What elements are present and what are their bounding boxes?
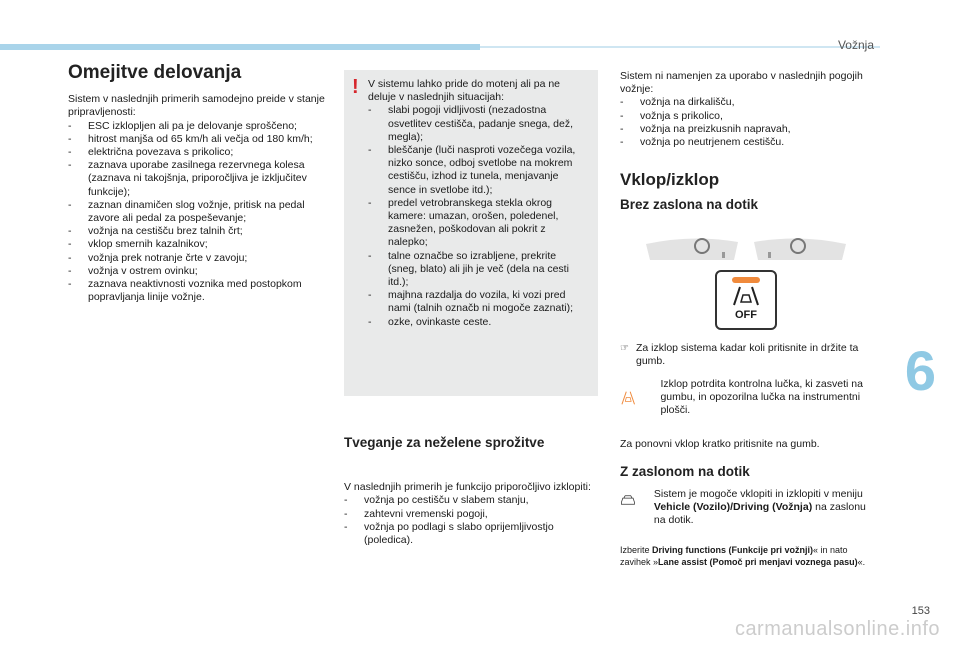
list-item: - vožnja po neutrjenem cestišču. (620, 136, 872, 149)
touchscreen-text (654, 488, 872, 528)
lane-assist-off-button[interactable] (715, 270, 777, 330)
warning-icon: ! (352, 76, 359, 98)
touchscreen-row (620, 488, 872, 528)
note-pre: Izberite (620, 544, 653, 555)
list-item: - vklop smernih kazalnikov; (68, 238, 328, 251)
column-limitations (68, 60, 328, 304)
button-off-label: OFF (735, 309, 757, 322)
list-item: - hitrost manjša od 65 km/h ali večja od 180 km/h; (68, 133, 328, 146)
button-led-icon (732, 277, 760, 283)
note-driving-functions: Driving functions (Funkcije pri vožnji) (652, 544, 814, 555)
note-lane-assist: Lane assist (Pomoč pri menjavi voznega pasu) (658, 556, 858, 567)
list-item: - ESC izklopljen ali pa je delovanje sproščeno; (68, 120, 328, 133)
steering-wheel-left-icon (644, 232, 740, 262)
steering-illustration (620, 232, 872, 262)
reactivate-text: Za ponovni vklop kratko pritisnite na gumb. (620, 437, 820, 450)
no-touchscreen-subtitle: Brez zaslona na dotik (620, 197, 759, 213)
not-intended-intro: Sistem ni namenjen za uporabo v naslednjih pogojih vožnje: (620, 70, 863, 96)
lane-car-icon (731, 286, 761, 306)
off-tip (620, 342, 872, 368)
limitations-intro: Sistem v naslednjih primerih samodejno preide v stanje pripravljenosti: (68, 93, 325, 119)
section-label: Vožnja (837, 38, 874, 52)
not-intended-list (620, 96, 872, 149)
list-item: - vožnja prek notranje črte v zavoju; (68, 252, 328, 265)
header-line (480, 46, 880, 48)
lane-warning-lamp-icon (620, 383, 636, 413)
menu-note (620, 544, 872, 568)
column-warnings (344, 70, 598, 547)
warning-list (368, 104, 588, 328)
warning-box (344, 70, 598, 396)
note-post: «. (857, 556, 866, 567)
list-item: - vožnja s prikolico, (620, 110, 872, 123)
limitations-list (68, 120, 328, 305)
list-item: - slabi pogoji vidljivosti (nezadostna osvetlitev cestišča, padanje snega, dež, megla); (368, 104, 588, 144)
hand-pointer-icon: ☞ (620, 342, 629, 354)
car-icon (620, 488, 636, 512)
list-item: - vožnja po cestišču v slabem stanju, (344, 494, 598, 507)
warning-intro: V sistemu lahko pride do motenj ali pa ne deluje v naslednjih situacijah: (368, 78, 561, 104)
list-item: - talne označbe so izrabljene, prekrite (sneg, blato) ali jih je več (dela na cesti itd.); (368, 250, 588, 290)
column-activation (620, 70, 872, 568)
list-item: - ozke, ovinkaste ceste. (368, 316, 588, 329)
chapter-number: 6 (904, 339, 936, 402)
touchscreen-text-pre: Sistem je mogoče vklopiti in izklopiti v meniju (653, 488, 863, 501)
warning-lamp-row (620, 378, 872, 418)
lamp-text: Izklop potrdita kontrolna lučka, ki zasveti na gumbu, in opozorilna lučka na instrumentni plošči. (660, 378, 863, 417)
list-item: - vožnja po podlagi s slabo oprijemljivostjo (poledica). (344, 521, 598, 547)
off-tip-text: Za izklop sistema kadar koli pritisnite in držite ta gumb. (636, 341, 859, 367)
list-item: - zahtevni vremenski pogoji, (344, 508, 598, 521)
list-item: - majhna razdalja do vozila, ki vozi pred nami (talnih označb ni mogoče zaznati); (368, 289, 588, 315)
header-bar (0, 44, 480, 50)
list-item: - vožnja na cestišču brez talnih črt; (68, 225, 328, 238)
watermark: carmanualsonline.info (734, 618, 940, 640)
limitations-title: Omejitve delovanja (68, 62, 242, 83)
list-item: - zaznava neaktivnosti voznika med postopkom popravljanja linije vožnje. (68, 278, 328, 304)
list-item: - bleščanje (luči nasproti vozečega vozila, nizko sonce, odboj svetlobe na mokrem cestišču, izhod iz tunela, menjavanje sence in svetlobe itd.); (368, 144, 588, 197)
risk-title: Tveganje za neželene sprožitve (344, 435, 545, 450)
list-item: - vožnja na preizkusnih napravah, (620, 123, 872, 136)
touchscreen-subtitle: Z zaslonom na dotik (620, 463, 750, 479)
list-item: - vožnja v ostrem ovinku; (68, 265, 328, 278)
touchscreen-text-post: na zaslonu na dotik. (653, 501, 866, 527)
note-mid: « in nato zavihek » (620, 544, 848, 567)
steering-wheel-right-icon (752, 232, 848, 262)
list-item: - zaznan dinamičen slog vožnje, pritisk na pedal zavore ali pedal za pospeševanje; (68, 199, 328, 225)
list-item: - električna povezava s prikolico; (68, 146, 328, 159)
menu-path: Vehicle (Vozilo)/Driving (Vožnja) (653, 501, 813, 514)
risk-intro: V naslednjih primerih je funkcijo priporočljivo izklopiti: (344, 481, 591, 494)
activation-title: Vklop/izklop (620, 170, 720, 190)
list-item: - vožnja na dirkališču, (620, 96, 872, 109)
list-item: - zaznava uporabe zasilnega rezervnega kolesa (zaznava ni takojšnja, priporočljiva je izključitev funkcije); (68, 159, 328, 199)
list-item: - predel vetrobranskega stekla okrog kamere: umazan, orošen, poledenel, zasnežen, poškodovan ali pokrit z nalepko; (368, 197, 588, 250)
risk-list (344, 494, 598, 547)
page-number: 153 (911, 605, 930, 617)
